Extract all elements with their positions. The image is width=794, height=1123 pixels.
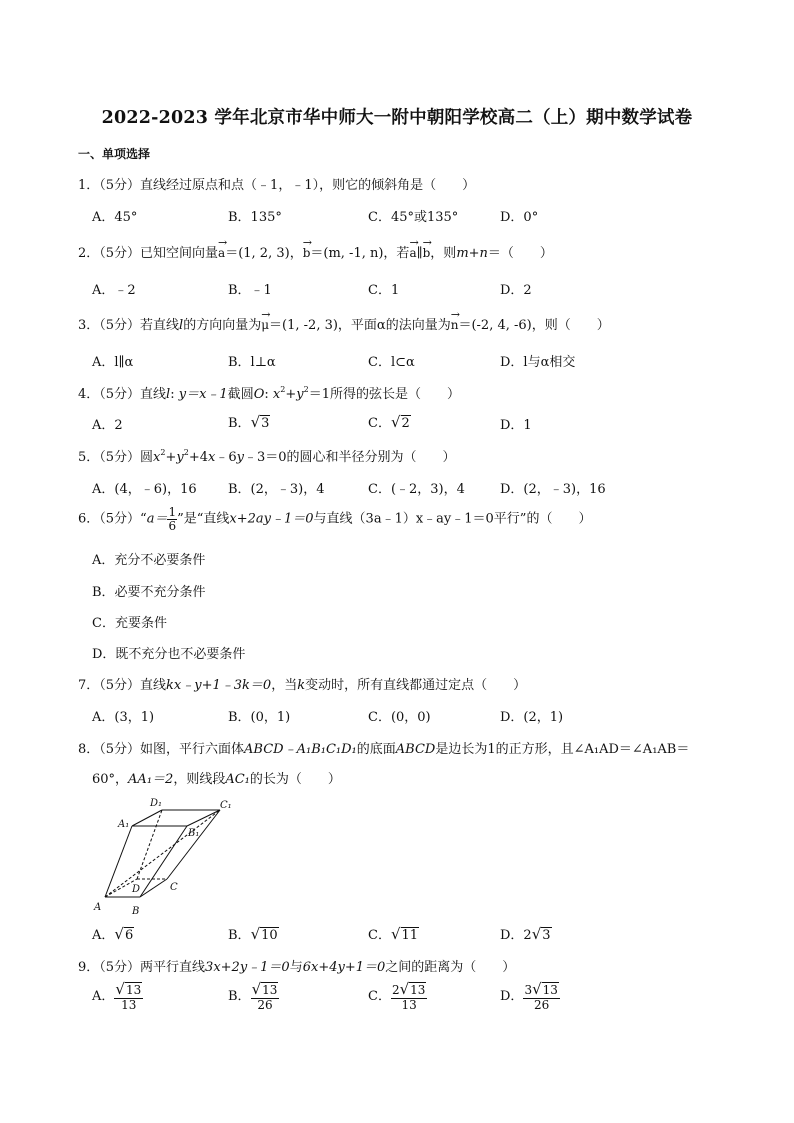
sqrt: √3 <box>531 925 551 943</box>
q3-option-a: A．l∥α <box>92 355 134 370</box>
q5-text: +4 <box>188 450 209 465</box>
q2-text: ，则 <box>430 246 457 261</box>
q2-text: ＝(1, 2, 3)， <box>225 246 303 261</box>
q4-line-eq: y＝x﹣1 <box>178 387 228 402</box>
q8-option-a <box>92 924 134 943</box>
q8-text: 8．（5分）如图，平行六面体 <box>78 742 245 757</box>
q5-text: ﹣3＝0的圆心和半径分别为（ ） <box>244 450 456 465</box>
q7-k: k <box>297 678 306 693</box>
q6-a-eq: a＝ <box>146 511 168 527</box>
question-5-stem <box>78 446 456 465</box>
q4-text: 截圆 <box>227 387 254 402</box>
fraction-denominator: 13 <box>121 997 137 1012</box>
sqrt: √3 <box>250 413 270 431</box>
q4-option-a: A．2 <box>92 418 123 433</box>
q9-text: 与 <box>289 960 303 975</box>
q4-option-c <box>368 412 411 431</box>
question-1-stem: 1．（5分）直线经过原点和点（﹣1，﹣1），则它的倾斜角是（ ） <box>78 178 476 193</box>
label-d1: D₁ <box>150 798 163 809</box>
q3-text: ＝(-2, 4, -6)，则（ ） <box>458 318 610 333</box>
q8-text: 60°， <box>92 772 129 787</box>
q4-exp: 2 <box>303 385 309 394</box>
coefficient: 2 <box>391 983 400 997</box>
q5-text: ﹣6 <box>215 450 237 465</box>
sqrt-radicand: 13 <box>410 983 426 997</box>
label-a1: A₁ <box>118 819 130 830</box>
q3-text: ＝(1, -2, 3)，平面α的法向量为 <box>269 318 451 333</box>
label-c: C <box>170 882 178 893</box>
q9-line1: 3x+2y﹣1＝0 <box>205 960 290 975</box>
q5-plus: + <box>165 450 177 465</box>
q6-text: ”是“直线 <box>177 511 230 527</box>
q3-option-c: C．l⊂α <box>368 355 415 370</box>
label-b: B <box>132 906 140 916</box>
question-7-stem <box>78 674 526 693</box>
question-2-stem <box>78 242 553 261</box>
q5-option-c: C．(﹣2，3)，4 <box>368 482 465 497</box>
sqrt-radicand: 13 <box>262 983 278 997</box>
q9-option-d <box>500 982 560 1011</box>
fraction-denominator: 26 <box>534 997 550 1012</box>
q5-exp: 2 <box>160 448 166 457</box>
parallel-symbol: ∥ <box>416 246 423 261</box>
q2-text: ＝（ ） <box>487 246 553 261</box>
q4-o: O <box>253 387 265 402</box>
q8-text: ，则线段 <box>173 772 226 787</box>
q4-x: x <box>272 387 281 402</box>
q4-l: l <box>166 387 171 402</box>
q2-expr: m+n <box>456 246 488 261</box>
q7-text: ，当 <box>271 678 298 693</box>
parallelepiped-figure <box>90 792 240 916</box>
q2-text: 2．（5分）已知空间向量 <box>78 246 219 261</box>
q8-option-c <box>368 924 419 943</box>
q2-text: ＝(m, -1, n)，若 <box>310 246 410 261</box>
q4-plus: + <box>285 387 297 402</box>
q8-text: 是边长为1的正方形，且∠A₁AD＝∠A₁AB＝ <box>435 742 690 757</box>
q9-text: 之间的距离为（ ） <box>385 960 516 975</box>
section-heading: 一、单项选择 <box>78 147 151 161</box>
q7-option-a: A．(3，1) <box>92 710 155 725</box>
fraction-denominator: 26 <box>257 997 273 1012</box>
edge-b1c1 <box>187 810 220 826</box>
fraction-numerator: 1 <box>168 505 177 519</box>
q4-text: : <box>170 387 179 402</box>
q6-line1: x+2ay﹣1＝0 <box>229 511 314 527</box>
q8-option-d <box>500 924 552 943</box>
sqrt: √11 <box>390 925 419 943</box>
q8-base: ABCD <box>395 742 436 757</box>
q9-line2: 6x+4y+1＝0 <box>302 960 386 975</box>
q5-x: x <box>153 450 161 465</box>
q3-text: 的方向向量为 <box>183 318 262 333</box>
label-b1: B₁ <box>188 828 200 839</box>
q4-text: : <box>264 387 273 402</box>
q6-option-a: A．充分不必要条件 <box>92 553 206 568</box>
sqrt-radicand: 13 <box>542 983 558 997</box>
sqrt-radicand: 2 <box>401 416 410 431</box>
q7-option-b: B．(0，1) <box>228 710 291 725</box>
edge-a1d1 <box>132 810 162 826</box>
q8-d-prefix: D．2 <box>500 928 532 943</box>
sqrt-radicand: 13 <box>125 983 142 997</box>
q4-option-d: D．1 <box>500 418 532 433</box>
sqrt-radicand: 6 <box>124 928 134 943</box>
q1-option-d: D．0° <box>500 210 539 225</box>
fraction <box>114 982 143 1011</box>
q9-d-prefix: D． <box>500 989 524 1005</box>
q9-text: 9．（5分）两平行直线 <box>78 960 206 975</box>
question-8-stem-line1 <box>78 738 689 757</box>
label-d: D <box>132 884 141 895</box>
label-a: A <box>94 902 102 913</box>
fraction-numerator: 3√13 <box>524 980 558 998</box>
label-c1: C₁ <box>220 800 232 811</box>
q8-ac1: AC₁ <box>225 772 250 787</box>
sqrt: √10 <box>250 925 278 943</box>
q7-text: 7．（5分）直线 <box>78 678 167 693</box>
q5-x: x <box>208 450 216 465</box>
q6-option-d: D．既不充分也不必要条件 <box>92 647 246 662</box>
fraction-numerator: √13 <box>115 980 142 998</box>
q5-y: y <box>236 450 244 465</box>
q6-text: 6．（5分）“ <box>78 511 147 527</box>
coefficient: 3 <box>524 983 533 997</box>
q3-option-d: D．l与α相交 <box>500 355 576 370</box>
question-3-stem <box>78 314 610 333</box>
edge-bc <box>140 879 167 897</box>
q8-aa1: AA₁＝2 <box>128 772 174 787</box>
fraction-numerator: √13 <box>251 980 278 998</box>
q6-option-b: B．必要不充分条件 <box>92 585 206 600</box>
vector-mu: → μ <box>261 314 269 332</box>
q4-text: ＝1所得的弦长是（ ） <box>308 387 460 402</box>
fraction-numerator: 2√13 <box>391 980 426 998</box>
fraction <box>251 982 280 1011</box>
q5-option-a: A．(4，﹣6)，16 <box>92 482 197 497</box>
q8-c-prefix: C． <box>368 928 391 943</box>
q8-text: 的底面 <box>356 742 396 757</box>
sqrt-radicand: 3 <box>261 416 270 431</box>
q2-option-c: C．1 <box>368 283 400 298</box>
fraction <box>391 982 427 1011</box>
sqrt-radicand: 3 <box>542 928 551 943</box>
fraction <box>167 506 177 532</box>
q4-c-prefix: C． <box>368 416 391 431</box>
q7-option-d: D．(2，1) <box>500 710 564 725</box>
q4-b-prefix: B． <box>228 416 251 431</box>
q7-eq: kx﹣y+1﹣3k＝0 <box>166 678 272 693</box>
q8-solid: ABCD﹣A₁B₁C₁D₁ <box>244 742 357 757</box>
q5-option-b: B．(2，﹣3)，4 <box>228 482 325 497</box>
q8-a-prefix: A． <box>92 928 115 943</box>
vector-b: → b <box>303 242 311 260</box>
q5-y: y <box>176 450 184 465</box>
vector-b: → b <box>423 242 431 260</box>
q5-exp: 2 <box>183 448 189 457</box>
question-4-stem <box>78 383 460 402</box>
q8-b-prefix: B． <box>228 928 251 943</box>
q6-option-c: C．充要条件 <box>92 616 167 631</box>
q7-option-c: C．(0，0) <box>368 710 431 725</box>
q4-y: y <box>296 387 304 402</box>
fraction-denominator: 6 <box>168 518 177 533</box>
q4-text: 4．（5分）直线 <box>78 387 167 402</box>
q4-option-b <box>228 412 270 431</box>
q3-text: 3．（5分）若直线 <box>78 318 180 333</box>
q2-option-a: A．﹣2 <box>92 283 136 298</box>
sqrt-radicand: 11 <box>401 928 419 943</box>
q6-text: 与直线（3a﹣1）x﹣ay﹣1＝0平行”的（ ） <box>313 511 592 527</box>
question-9-stem <box>78 956 515 975</box>
q2-option-b: B．﹣1 <box>228 283 272 298</box>
fraction <box>523 982 559 1011</box>
q9-a-prefix: A． <box>92 989 115 1005</box>
sqrt: √6 <box>114 925 134 943</box>
q7-text: 变动时，所有直线都通过定点（ ） <box>305 678 527 693</box>
page-title: 2022-2023 学年北京市华中师大一附中朝阳学校高二（上）期中数学试卷 <box>101 108 693 128</box>
q9-b-prefix: B． <box>228 989 251 1005</box>
sqrt-radicand: 10 <box>261 928 278 943</box>
q9-option-a <box>92 982 143 1011</box>
vector-a: → a <box>218 242 225 260</box>
q2-option-d: D．2 <box>500 283 532 298</box>
q1-option-b: B．135° <box>228 210 282 225</box>
fraction-denominator: 13 <box>401 997 417 1012</box>
q1-option-a: A．45° <box>92 210 138 225</box>
q9-option-b <box>228 982 279 1011</box>
q3-option-b: B．l⊥α <box>228 355 276 370</box>
q3-l: l <box>179 318 184 333</box>
q1-option-c: C．45°或135° <box>368 210 459 225</box>
q5-text: 5．（5分）圆 <box>78 450 154 465</box>
question-8-stem-line2 <box>92 768 341 787</box>
q5-option-d: D．(2，﹣3)，16 <box>500 482 606 497</box>
q9-c-prefix: C． <box>368 989 391 1005</box>
sqrt: √2 <box>390 413 410 431</box>
vector-a: → a <box>409 242 416 260</box>
question-6-stem <box>78 506 591 532</box>
q4-exp: 2 <box>280 385 286 394</box>
vector-n: → n <box>451 314 459 332</box>
q9-option-c <box>368 982 427 1011</box>
q8-text: 的长为（ ） <box>249 772 341 787</box>
q8-option-b <box>228 924 279 943</box>
